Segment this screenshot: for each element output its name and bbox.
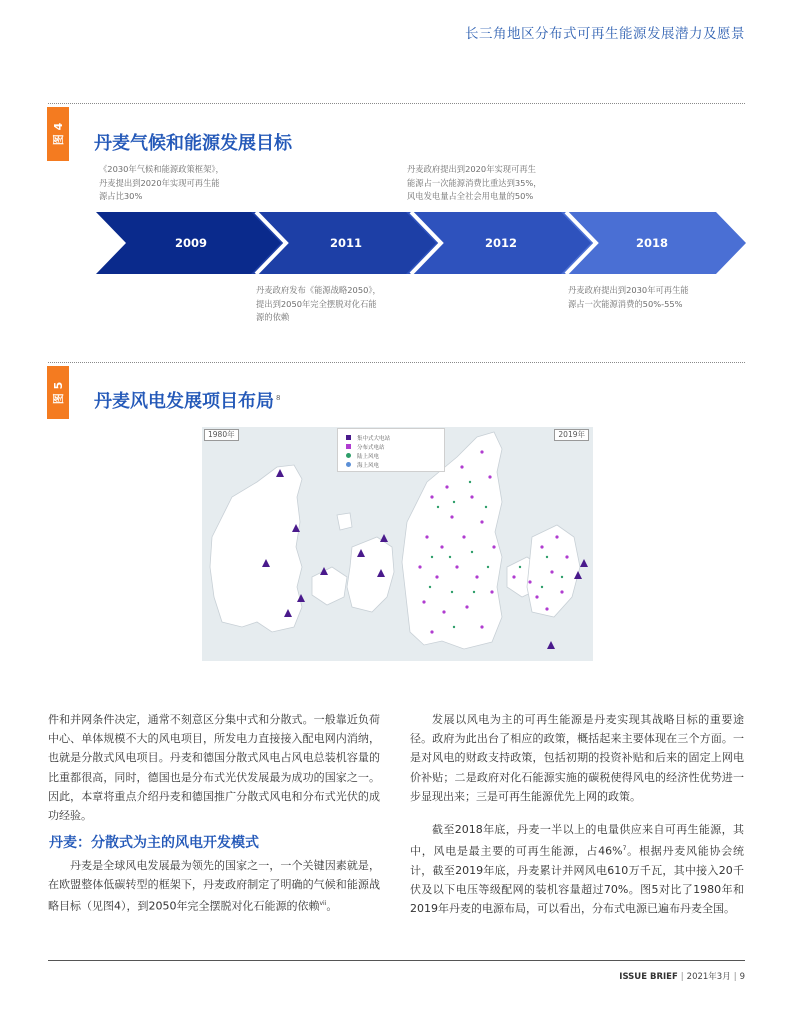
legend-onshore <box>346 451 444 460</box>
left-para2-note: vii <box>319 900 327 908</box>
map-legend <box>337 428 445 472</box>
left-para2-end: 。 <box>326 900 338 914</box>
footer-series: ISSUE BRIEF <box>619 972 678 982</box>
right-para2 <box>410 820 744 919</box>
timeline-arrows <box>96 212 746 274</box>
legend-swatch-distributed <box>346 444 351 449</box>
legend-swatch-onshore <box>346 453 351 458</box>
timeline-year-2009: 2009 <box>174 236 208 250</box>
footer: ISSUE BRIEF | 2021年3月 | 9 <box>619 972 745 982</box>
right-para1-text: 发展以风电为主的可再生能源是丹麦实现其战略目标的重要途径。政府为此出台了相应的政策，概括起来主要体现在三个方面。一是对风电的财政支持政策，包括初期的投资补贴和后来的固定上网电价补贴；二是政府对化石能源实施的碳税使得风电的经济性优势进一步显现出来；三是可再生能源优先上网的政策。 <box>410 713 744 803</box>
legend-swatch-central <box>346 435 351 440</box>
right-para2-text-b: 。根据丹麦风能协会统计，截至2019年底，丹麦累计并网风电610万千瓦，其中接入20千伏及以下电压等级配网的装机容量超过70%。图5对比了1980年和2019年丹麦的电源布局，可以看出，分布式电源已遍布丹麦全国。 <box>410 844 745 916</box>
legend-swatch-offshore <box>346 462 351 467</box>
timeline-year-2011: 2011 <box>329 236 363 250</box>
legend-distributed <box>346 442 444 451</box>
figure5-title-text: 丹麦风电发展项目布局 <box>94 391 274 412</box>
legend-label-offshore: 海上风电 <box>357 462 380 469</box>
figure5-tab-label: 图 5 <box>52 381 66 404</box>
legend-label-onshore: 陆上风电 <box>357 453 380 460</box>
divider-mid <box>48 362 745 363</box>
legend-offshore <box>346 460 444 469</box>
legend-label-central: 集中式大电站 <box>357 435 391 442</box>
left-para1-text: 件和并网条件决定，通常不刻意区分集中式和分散式。一般靠近负荷中心、单体规模不大的风电项目，所发电力直接接入配电网内消纳，也就是分散式风电项目。丹麦和德国分散式风电占风电总装机容量的比重都很高，同时，德国也是分布式光伏发展最为成功的国家之一。因此，本章将重点介绍丹麦和德国推广分散式风电和分布式光伏的成功经验。 <box>48 713 380 823</box>
divider-top <box>48 103 745 104</box>
legend-label-distributed: 分布式电站 <box>357 444 385 451</box>
footer-rule <box>48 960 745 961</box>
map-2019-label: 2019年 <box>554 429 589 441</box>
left-column-para1 <box>48 710 380 825</box>
figure4-tab <box>47 107 69 161</box>
timeline-note-2018: 丹麦政府提出到2030年可再生能 源占一次能源消费的50%-55% <box>568 285 689 309</box>
timeline-year-2018: 2018 <box>635 236 669 250</box>
right-para2-note: 7 <box>622 845 627 853</box>
figure5-tab <box>47 366 69 419</box>
map-1980-label: 1980年 <box>204 429 239 441</box>
timeline-note-2012: 丹麦政府提出到2020年实现可再生 能源占一次能源消费比重达到35%， 风电发电量占全社会用电量的50% <box>407 164 542 201</box>
map-1980-bornholm <box>337 513 352 530</box>
timeline-note-2009: 《2030年气候和能源政策框架》， 丹麦提出到2020年实现可再生能 源占比30% <box>99 164 224 201</box>
right-column-para2 <box>410 820 744 919</box>
timeline-note-2011: 丹麦政府发布《能源战略2050》， 提出到2050年完全摆脱对化石能 源的依赖 <box>256 285 381 322</box>
footer-page-number: 9 <box>739 972 745 982</box>
timeline-year-2012: 2012 <box>484 236 518 250</box>
figure5-title <box>94 387 280 413</box>
figure4-title: 丹麦气候和能源发展目标 <box>94 133 292 154</box>
left-column-para2 <box>48 856 380 916</box>
running-header: 长三角地区分布式可再生能源发展潜力及愿景 <box>465 26 745 42</box>
left-para2 <box>48 856 380 916</box>
legend-central <box>346 433 444 442</box>
right-para2-text-a: 截至2018年底，丹麦一半以上的电量供应来自可再生能源，其中，风电是最主要的可再生能源，占46% <box>410 823 744 858</box>
right-column-para1 <box>410 710 744 806</box>
figure5-title-note: 8 <box>276 394 281 402</box>
left-para2-text: 丹麦是全球风电发展最为领先的国家之一，一个关键因素就是，在欧盟整体低碳转型的框架下，丹麦政府制定了明确的气候和能源战略目标（见图4），到2050年完全摆脱对化石能源的依赖 <box>48 859 380 914</box>
section-title-denmark: 丹麦：分散式为主的风电开发模式 <box>49 835 259 851</box>
footer-date: 2021年3月 <box>686 972 731 982</box>
figure4-tab-label: 图 4 <box>52 122 66 146</box>
